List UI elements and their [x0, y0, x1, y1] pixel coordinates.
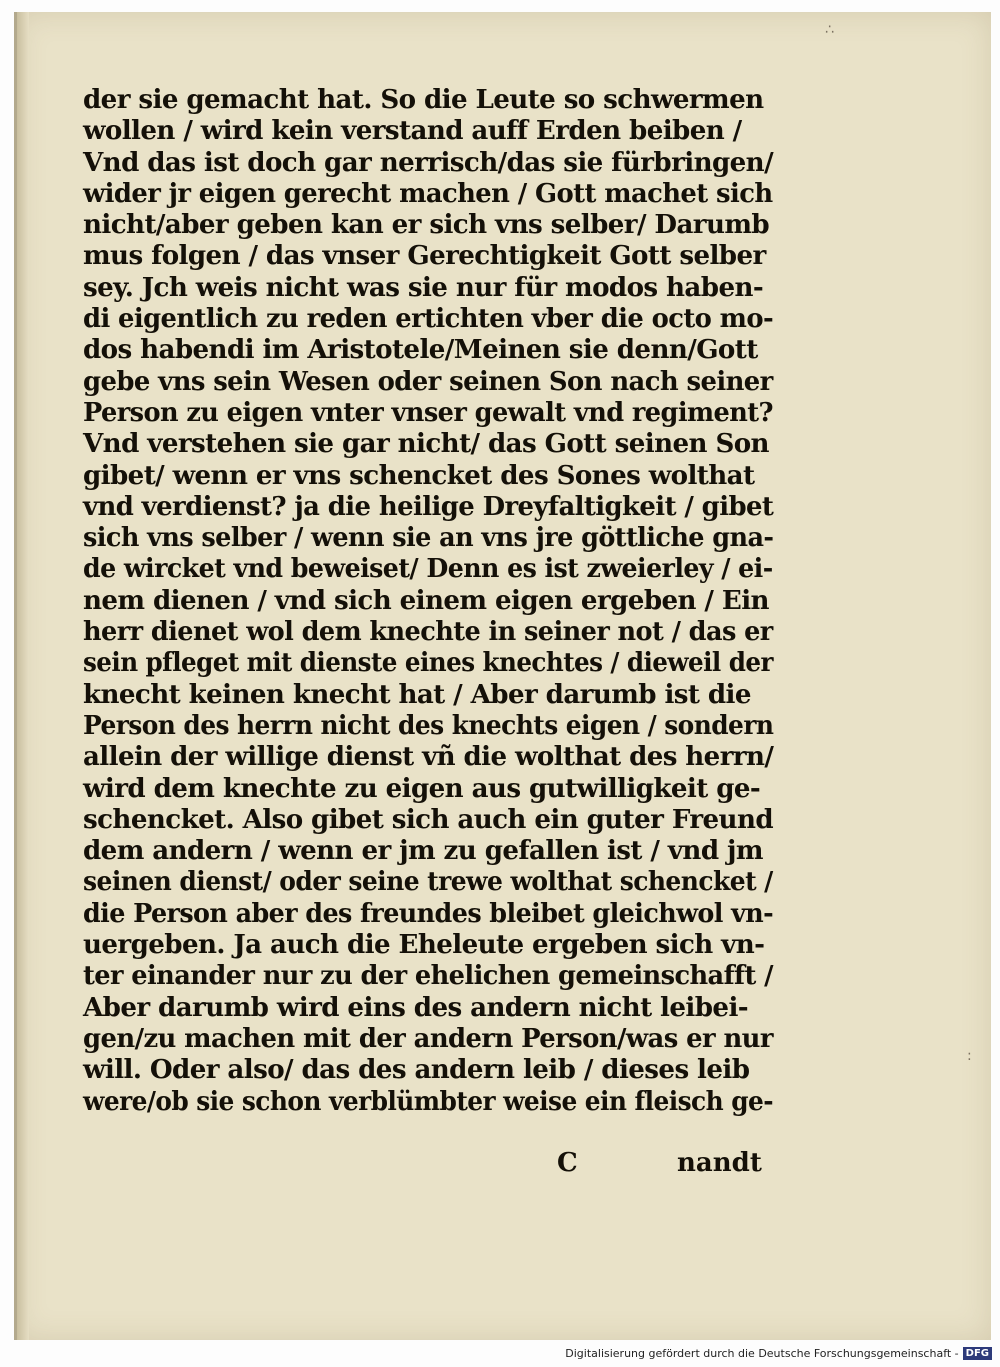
text-line: mus folgen / das vnser Gerechtigkeit Gott selber [83, 240, 766, 272]
text-line: dos habendi im Aristotele/Meinen sie denn/Gott [83, 334, 758, 366]
text-line: wider jr eigen gerecht machen / Gott machet sich [83, 177, 773, 209]
book-page [14, 12, 991, 1340]
text-line: sich vns selber / wenn sie an vns jre göttliche gna- [83, 522, 774, 554]
catchword: nandt [677, 1148, 762, 1178]
text-line: Aber darumb wird eins des andern nicht leibei- [83, 991, 749, 1023]
ink-speck: : [967, 1048, 972, 1064]
text-line: sey. Jch weis nicht was sie nur für modos haben- [83, 271, 764, 303]
text-line: wird dem knechte zu eigen aus gutwilligkeit ge- [83, 772, 761, 804]
text-line: herr dienet wol dem knechte in seiner not / das er [83, 616, 773, 648]
text-line: seinen dienst/ oder seine trewe wolthat schencket / [83, 866, 773, 898]
text-line: Vnd das ist doch gar nerrisch/das sie fürbringen/ [83, 146, 774, 178]
text-line: Person zu eigen vnter vnser gewalt vnd regiment? [83, 396, 773, 428]
text-line: di eigentlich zu reden ertichten vber die octo mo- [83, 303, 774, 335]
page-text-block [83, 84, 783, 1117]
text-line: gibet/ wenn er vns schencket des Sones wolthat [83, 459, 755, 491]
text-line: uergeben. Ja auch die Eheleute ergeben sich vn- [83, 929, 765, 961]
text-line: Person des herrn nicht des knechts eigen / sondern [83, 709, 774, 741]
text-line: gen/zu machen mit der andern Person/was er nur [83, 1022, 773, 1054]
text-line: Vnd verstehen sie gar nicht/ das Gott seinen Son [83, 428, 769, 460]
text-line: were/ob sie schon verblümbter weise ein fleisch ge- [83, 1085, 773, 1117]
signature-mark: C [557, 1148, 578, 1178]
dfg-logo: DFG [963, 1347, 992, 1360]
text-line: gebe vns sein Wesen oder seinen Son nach seiner [83, 365, 773, 397]
text-line: nem dienen / vnd sich einem eigen ergeben / Ein [83, 584, 769, 616]
text-line: wollen / wird kein verstand auff Erden beiben / [83, 115, 742, 147]
text-line: de wircket vnd beweiset/ Denn es ist zweierley / ei- [83, 553, 773, 585]
text-line: der sie gemacht hat. So die Leute so schwermen [83, 84, 764, 115]
page-gutter-edge [17, 12, 29, 1340]
text-line: will. Oder also/ das des andern leib / dieses leib [83, 1054, 750, 1086]
text-line: die Person aber des freundes bleibet gleichwol vn- [83, 897, 774, 929]
text-line: sein pfleget mit dienste eines knechtes / dieweil der [83, 647, 773, 679]
credit-text: Digitalisierung gefördert durch die Deutsche Forschungsgemeinschaft - [565, 1347, 959, 1360]
text-line: nicht/aber geben kan er sich vns selber/ Darumb [83, 209, 770, 241]
text-line: schencket. Also gibet sich auch ein guter Freund [83, 803, 774, 835]
text-line: knecht keinen knecht hat / Aber darumb ist die [83, 678, 751, 710]
text-line: ter einander nur zu der ehelichen gemeinschafft / [83, 960, 773, 992]
ink-speck: ∴ [825, 22, 834, 38]
text-line: allein der willige dienst vñ die wolthat des herrn/ [83, 741, 774, 773]
text-line: dem andern / wenn er jm zu gefallen ist / vnd jm [83, 835, 763, 867]
text-line: vnd verdienst? ja die heilige Dreyfaltigkeit / gibet [83, 490, 774, 522]
digitization-credit [565, 1347, 992, 1360]
